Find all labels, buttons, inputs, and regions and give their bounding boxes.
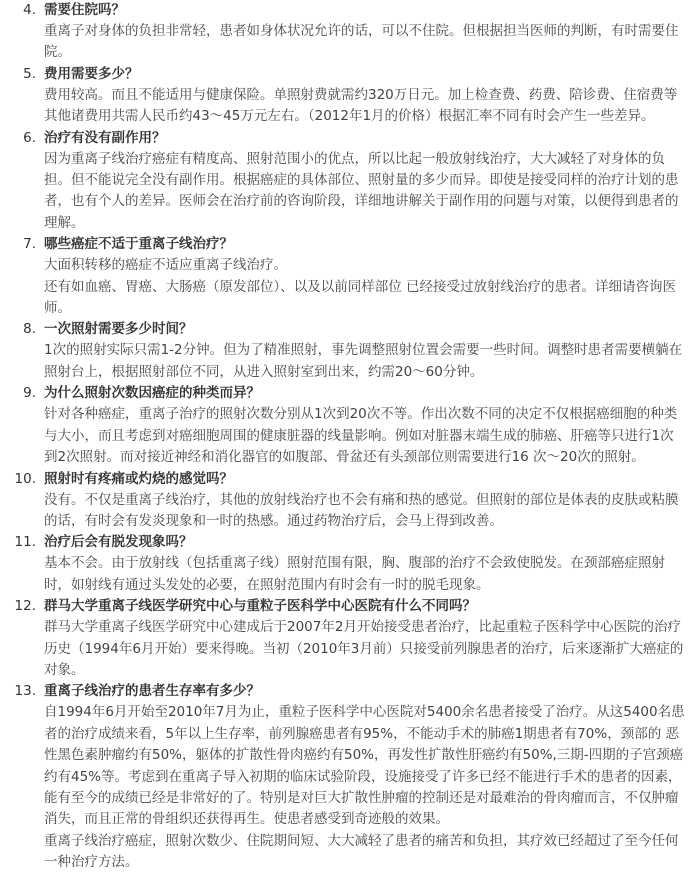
faq-item [10, 532, 685, 596]
faq-number: 12. [14, 598, 36, 615]
faq-answer [44, 340, 685, 383]
faq-answer-paragraph: 还有如血癌、胃癌、大肠癌（原发部位）、以及以前同样部位 已经接受过放射线治疗的患者。详细请咨询医师。 [44, 278, 677, 317]
faq-answer [44, 617, 685, 681]
faq-item [10, 128, 685, 235]
faq-answer [44, 255, 685, 319]
faq-answer-paragraph: 针对各种癌症，重离子治疗的照射次数分别从1次到20次不等。作出次数不同的决定不仅根据癌细胞的种类与大小，而且考虑到对癌细胞周围的健康脏器的线量影响。例如对脏器末端生成的肺癌、肝癌等只进行1次到2次照射。而对接近神经和消化器官的如腹部、骨盆还有头颈部位则需要进行16 次～20次的照射。 [44, 406, 678, 466]
faq-answer-paragraph: 因为重离子线治疗癌症有精度高、照射范围小的优点，所以比起一般放射线治疗，大大减轻了对身体的负担。但不能说完全没有副作用。根据癌症的具体部位、照射量的多少而异。即使是接受同样的治疗计划的患者，也有个人的差异。医师会在治疗前的咨询阶段，详细地讲解关于副作用的问题与对策，以便得到患者的理解。 [44, 150, 679, 231]
faq-answer [44, 404, 685, 468]
faq-item [10, 681, 685, 873]
faq-answer-paragraph: 群马大学重离子线医学研究中心建成后于2007年2月开始接受患者治疗，比起重粒子医科学中心医院的治疗历史（1994年6月开始）要来得晚。当初（2010年3月前）只接受前列腺患者的治疗，后来逐渐扩大癌症的对象。 [44, 619, 684, 678]
faq-answer [44, 85, 685, 128]
faq-answer [44, 21, 685, 64]
faq-question: 治疗有没有副作用？ [44, 129, 166, 146]
faq-number: 8. [23, 321, 36, 338]
faq-number: 7. [23, 236, 36, 253]
faq-question: 哪些癌症不适于重离子线治疗？ [44, 236, 233, 253]
faq-answer-paragraph: 大面积转移的癌症不适应重离子线治疗。 [44, 257, 287, 274]
faq-item [10, 64, 685, 128]
faq-answer-paragraph: 没有。不仅是重离子线治疗，其他的放射线治疗也不会有痛和热的感觉。但照射的部位是体表的皮肤或粘膜的话，有时会有发炎现象和一时的热感。通过药物治疗后，会马上得到改善。 [44, 491, 679, 529]
faq-question: 费用需要多少？ [44, 65, 139, 82]
faq-answer-paragraph: 重离子线治疗癌症，照射次数少、住院期间短、大大减轻了患者的痛苦和负担，其疗效已经超过了至今任何一种治疗方法。 [44, 832, 679, 871]
faq-number: 10. [14, 470, 36, 487]
faq-item [10, 0, 685, 64]
faq-item [10, 234, 685, 319]
faq-question: 群马大学重离子线医学研究中心与重粒子医科学中心医院有什么不同吗？ [44, 598, 476, 615]
faq-number: 13. [14, 683, 36, 700]
faq-answer [44, 702, 685, 873]
faq-number: 11. [14, 534, 36, 551]
faq-number: 5. [23, 65, 36, 82]
faq-answer [44, 490, 685, 533]
faq-question: 重离子线治疗的患者生存率有多少？ [44, 683, 260, 700]
faq-answer [44, 553, 685, 596]
faq-answer-paragraph: 1次的照射实际只需1-2分钟。但为了精准照射，事先调整照射位置会需要一些时间。调整时患者需要横躺在照射台上，根据照射部位不同，从进入照射室到出来，约需20～60分钟。 [44, 342, 683, 380]
faq-item [10, 319, 685, 383]
faq-answer [44, 149, 685, 235]
faq-item [10, 469, 685, 533]
faq-question: 为什么照射次数因癌症的种类而异？ [44, 385, 260, 402]
faq-question: 需要住院吗？ [44, 2, 125, 18]
faq-answer-paragraph: 自1994年6月开始至2010年7月为止，重粒子医科学中心医院对5400余名患者接受了治疗。从这5400名患者的治疗成绩来看，5年以上生存率，前列腺癌患者有95%，不能动手术的肺癌1期患者有70%，颈部的 恶性黑色素肿瘤约有50%，躯体的扩散性骨肉癌约有50%，再发性扩散性肝癌约有50%,三期-四期的子宫颈癌约有45%等。考虑到在重离子导入初期的临床试验阶段，设施接受了许多已经不能进行手术的患者的因素，能有至今的成绩已经是非常好的了。特别是对巨大扩散性肿瘤的控制还是对最难治的骨肉瘤而言，不仅肿瘤消失，而且正常的骨组织还获得再生。使患者感受到奇迹般的效果。 [44, 704, 685, 828]
faq-number: 6. [23, 129, 36, 146]
faq-number: 4. [23, 2, 36, 18]
faq-question: 照射时有疼痛或灼烧的感觉吗？ [44, 470, 233, 487]
faq-item [10, 596, 685, 681]
faq-number: 9. [23, 385, 36, 402]
faq-answer-paragraph: 基本不会。由于放射线（包括重离子线）照射范围有限，胸、腹部的治疗不会致使脱发。在颈部癌症照射时，如射线有通过头发处的必要，在照射范围内有时会有一时的脱毛现象。 [44, 555, 665, 593]
faq-item [10, 383, 685, 468]
faq-answer-paragraph: 重离子对身体的负担非常轻，患者如身体状况允许的话，可以不住院。但根据担当医师的判断，有时需要住院。 [44, 23, 679, 61]
faq-answer-paragraph: 费用较高。而且不能适用与健康保险。单照射费就需约320万日元。加上检查费、药费、陪诊费、住宿费等其他诸费用共需人民币约43～45万元左右。（2012年1月的价格）根据汇率不同有时会产生一些差异。 [44, 86, 678, 125]
faq-question: 治疗后会有脱发现象吗？ [44, 534, 193, 551]
faq-question: 一次照射需要多少时间？ [44, 321, 193, 338]
